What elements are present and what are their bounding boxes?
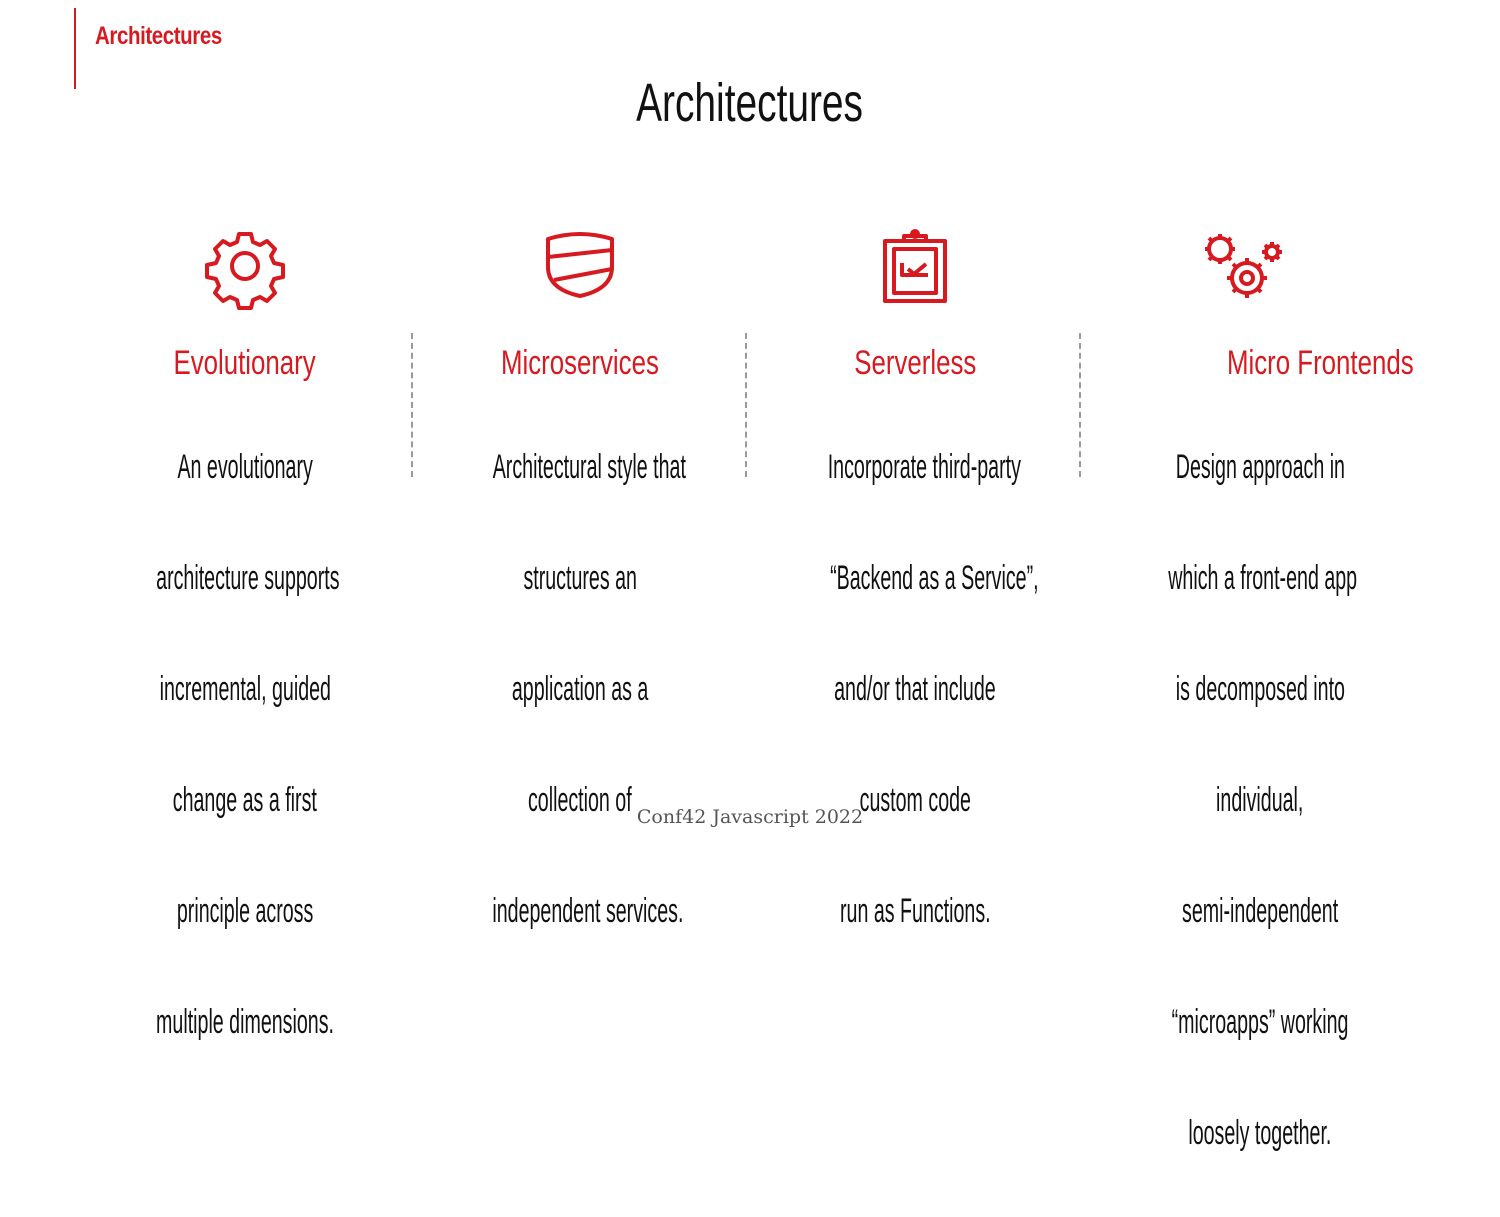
slide-title: Architectures — [636, 73, 864, 133]
column-description: Design approach in which a front-end app is decomposed into individual, semi-independent “microapps” working loosely together. — [1168, 447, 1358, 1152]
column-microservices — [425, 218, 735, 995]
column-divider — [411, 333, 413, 477]
shield-icon — [544, 233, 616, 299]
multiple-gears-icon — [1200, 231, 1290, 301]
column-title: Serverless — [853, 344, 977, 382]
column-micro-frontends — [1100, 218, 1420, 1217]
column-description: An evolutionary architecture supports incremental, guided change as a first principle across multiple dimensions. — [156, 447, 340, 1041]
clipboard-check-icon — [882, 227, 948, 305]
column-description: Architectural style that structures an application as a collection of independent services. — [492, 447, 686, 930]
column-title: Microservices — [501, 344, 659, 382]
column-title: Micro Frontends — [1227, 344, 1414, 382]
column-title: Evolutionary — [173, 344, 317, 382]
section-label: Architectures — [95, 22, 222, 50]
column-evolutionary — [90, 218, 400, 1106]
column-divider — [1079, 333, 1081, 477]
gear-icon — [199, 231, 291, 301]
column-divider — [745, 333, 747, 477]
footer-text: Conf42 Javascript 2022 — [636, 806, 864, 828]
column-description: Incorporate third-party “Backend as a Service”, and/or that include custom code run as Functions. — [827, 447, 1039, 930]
column-serverless — [760, 218, 1070, 995]
